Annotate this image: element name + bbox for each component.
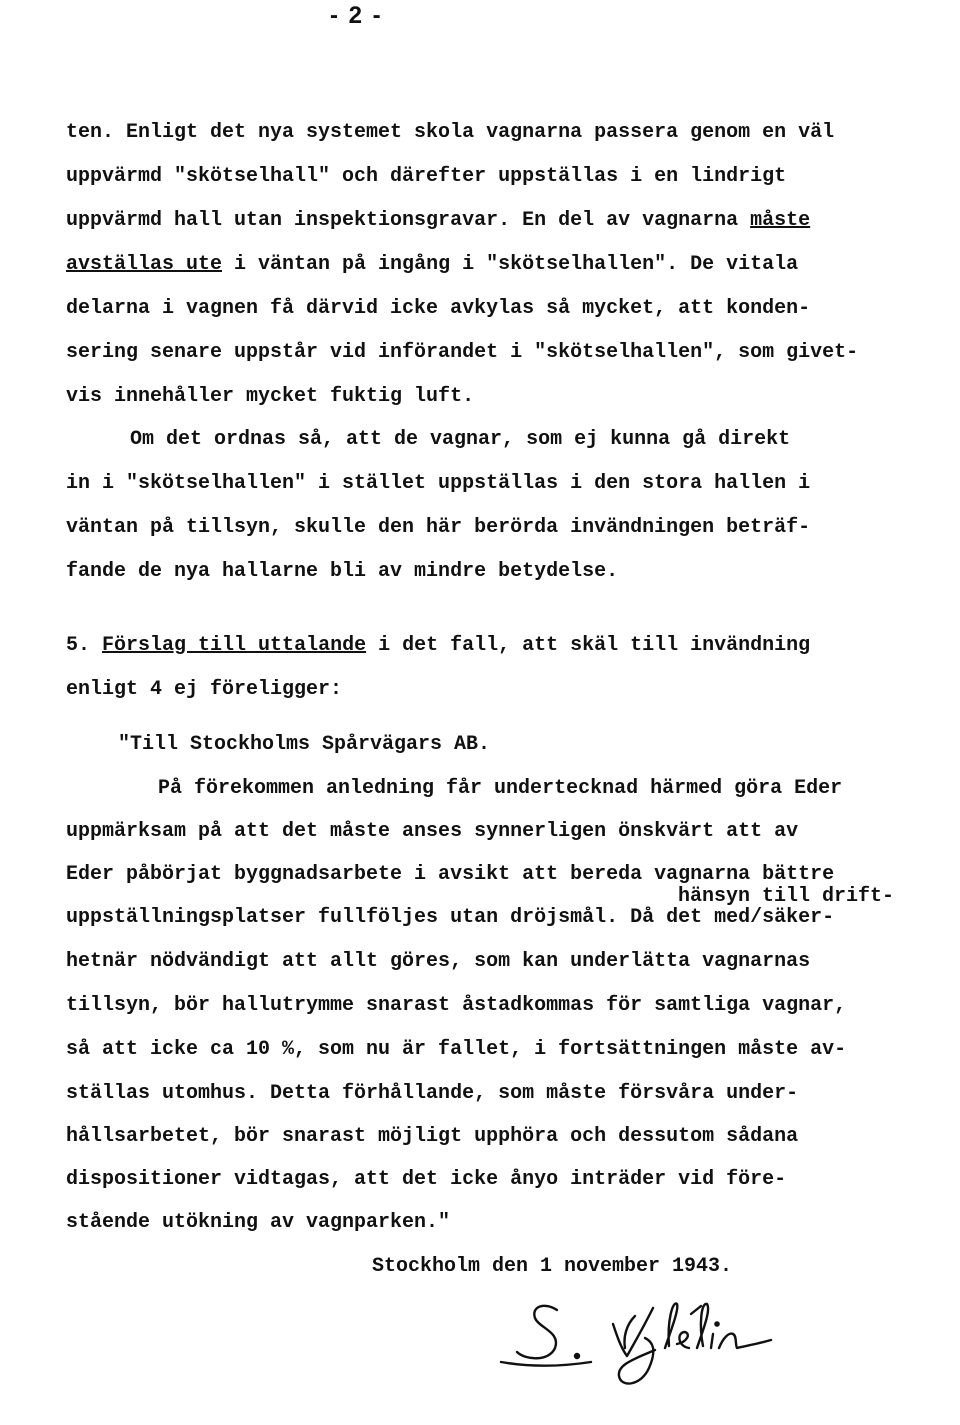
paragraph-line: delarna i vagnen få därvid icke avkylas så mycket, att konden- [66, 297, 811, 320]
paragraph-line: så att icke ca 10 %, som nu är fallet, i fortsättningen måste av- [66, 1038, 847, 1061]
line-text: i väntan på ingång i "skötselhallen". De vitala [222, 253, 799, 276]
paragraph-line: sering senare uppstår vid införandet i "skötselhallen", som givet- [66, 341, 859, 364]
line-text: uppvärmd hall utan inspektionsgravar. En del av vagnarna [66, 209, 751, 232]
paragraph-line: hållsarbetet, bör snarast möjligt upphöra och dessutom sådana [66, 1125, 799, 1148]
paragraph-line: uppmärksam på att det måste anses synnerligen önskvärt att av [66, 820, 799, 843]
section-number: 5. [66, 634, 91, 657]
paragraph-line: hetnär nödvändigt att allt göres, som kan underlätta vagnarnas [66, 950, 811, 973]
letter-addressee: "Till Stockholms Spårvägars AB. [118, 733, 491, 756]
paragraph-line: stående utökning av vagnparken." [66, 1211, 451, 1234]
line-text: i det fall, att skäl till invändning [366, 634, 811, 657]
paragraph-line: väntan på tillsyn, skulle den här berörda invändningen beträf- [66, 516, 811, 539]
paragraph-line: ställas utomhus. Detta förhållande, som måste försvåra under- [66, 1082, 799, 1105]
section-title: Förslag till uttalande [102, 634, 367, 657]
paragraph-line: uppvärmd "skötselhall" och därefter uppställas i en lindrigt [66, 165, 787, 188]
paragraph-line: enligt 4 ej föreligger: [66, 678, 343, 701]
inserted-text: hänsyn till drift- [678, 885, 895, 908]
paragraph-line: På förekommen anledning får undertecknad härmed göra Eder [158, 777, 843, 800]
paragraph-line [66, 253, 798, 277]
paragraph-line: Eder påbörjat byggnadsarbete i avsikt att bereda vagnarna bättre [66, 863, 835, 886]
underlined-text: måste [750, 209, 811, 232]
paragraph-line: Om det ordnas så, att de vagnar, som ej kunna gå direkt [130, 428, 791, 451]
handwritten-signature [495, 1290, 785, 1400]
page-number: - 2 - [330, 2, 383, 29]
section-heading [66, 634, 810, 658]
paragraph-line: dispositioner vidtagas, att det icke ånyo inträder vid före- [66, 1168, 787, 1191]
paragraph-line: vis innehåller mycket fuktig luft. [66, 385, 475, 408]
paragraph-line: in i "skötselhallen" i stället uppställas i den stora hallen i [66, 472, 811, 495]
paragraph-line: ten. Enligt det nya systemet skola vagnarna passera genom en väl [66, 121, 835, 144]
place-date: Stockholm den 1 november 1943. [372, 1255, 733, 1278]
paragraph-line: uppställningsplatser fullföljes utan dröjsmål. Då det med/säker- [66, 906, 835, 929]
underlined-text: avställas ute [66, 253, 223, 276]
paragraph-line [66, 209, 810, 233]
paragraph-line: fande de nya hallarne bli av mindre betydelse. [66, 560, 619, 583]
paragraph-line: tillsyn, bör hallutrymme snarast åstadkommas för samtliga vagnar, [66, 994, 847, 1017]
